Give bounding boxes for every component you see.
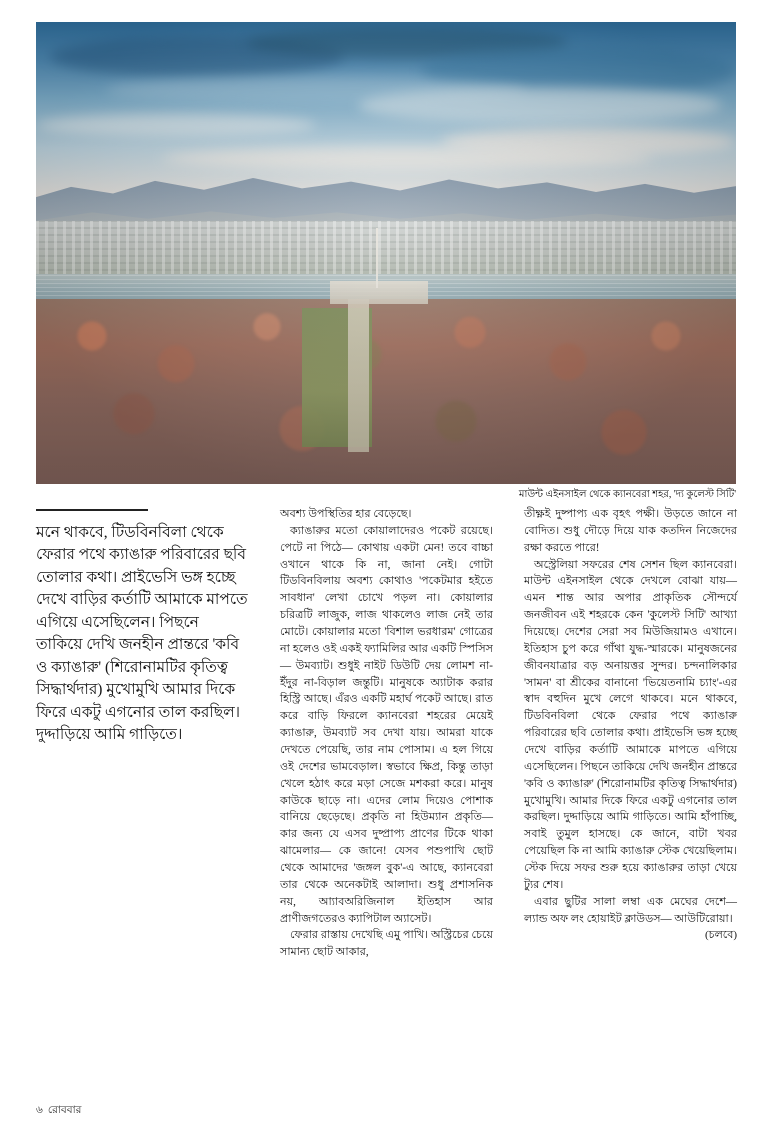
column-two [280,506,493,961]
column-one [36,506,249,747]
continued-label: (চলবে) [704,929,737,942]
paragraph: অবশ্য উপস্থিতির হার বেড়েছে। [280,508,412,520]
paragraph: ফেরার রাস্তায় দেখেছি এমু পাখি। অস্ট্রিচের চেয়ে সামান্য ছোট আকার, [280,929,493,959]
photo-vignette [36,22,736,484]
article-standfirst: মনে থাকবে, টিডবিনবিলা থেকে ফেরার পথে ক্যাঙারু পরিবারের ছবি তোলার কথা। প্রাইভেসি ভঙ্গ হচ্ছে দেখে বাড়ির কর্তাটি আমাকে মাপতে এগিয়ে এসেছিলেন। পিছনে তাকিয়ে দেখি জনহীন প্রান্তরে 'কবি ও ক্যাঙারু' (শিরোনামটির কৃতিত্ব সিদ্ধার্থদার) মুখোমুখি আমার দিকে ফিরে একটু এগনোর তাল করছিল। দুদ্দাড়িয়ে আমি গাড়িতে। [36,524,248,744]
publication-name: রোববার [47,1105,82,1116]
photo-caption: মাউন্ট এইনসাইল থেকে ক্যানবেরা শহর, 'দ্য কুলেস্ট সিটি' [518,489,736,500]
column-three [524,506,737,944]
paragraph: তীক্ষ্ণই দুষ্পাপ্য এক বৃহৎ পক্ষী। উড়তে জানে না বোদিত। শুধু দৌড়ে দিয়ে যাক কতদিন নিজেদের রক্ষা করতে পারে! [524,508,737,554]
intro-rule [36,509,148,511]
page-number: ৬ [36,1105,43,1116]
article-body [36,506,736,1066]
page-footer [36,1103,81,1120]
paragraph: অস্ট্রেলিয়া সফরের শেষ সেশন ছিল ক্যানবেরা। মাউন্ট এইনসাইল থেকে দেখলে বোঝা যায়— এমন শান্ত আর অপার প্রাকৃতিক সৌন্দর্যে জনজীবন এই শহরকে কেন 'কুলেস্ট সিটি' আখ্যা দিয়েছে। দেশের সেরা সব মিউজিয়ামও এখানে। ইতিহাস চুপ করে গাঁথা যুদ্ধ-স্মারকে। মানুষজনের জীবনযাত্রার বড় অনায়ত্তর সুন্দর। চন্দনালিকার 'সামন' বা শ্রীকের বানানো 'ভিয়েতনামি চ্যাং'-এর স্বাদ বহুদিন মুখে লেগে থাকবে। মনে থাকবে, টিডবিনবিলা থেকে ফেরার পথে ক্যাঙারু পরিবারের ছবি তোলার কথা। প্রাইভেসি ভঙ্গ হচ্ছে দেখে বাড়ির কর্তাটি আমাকে মাপতে এগিয়ে এসেছিলেন। পিছনে তাকিয়ে দেখি জনহীন প্রান্তরে 'কবি ও ক্যাঙারু' (শিরোনামটির কৃতিত্ব সিদ্ধার্থদার) মুখোমুখি। আমার দিকে ফিরে একটু এগনোর তাল করছিল। দুদ্দাড়িয়ে আমি গাড়িতে। আমি হাঁপাচ্ছি, সবাই তুমুল হাসছে। কে জানে, বাটা খবর পেয়েছিল কি না আমি ক্যাঙারু স্টেক খেয়েছিলাম। স্টেক দিয়ে সফর শুরু হয়ে ক্যাঙারুর তাড়া খেয়ে ট্যুর শেষ। [524,558,737,891]
hero-photo-canberra [36,22,736,484]
paragraph: ক্যাঙারুর মতো কোয়ালাদেরও পকেট রয়েছে। পেটে না পিঠে— কোথায় একটা মেন! তবে বাচ্চা ওখানে থাকে কি না, জানা নেই। গোটা টিডবিনবিলায় অবশ্য কোথাও 'পকেটমার হইতে সাবধান' লেখা চোখে পড়ল না। কোয়ালার চরিত্রটি লাজুক, লাজ থাকলেও লাজ নেই তার মোটে। কোয়ালার মতো 'বিশাল ভরধারম' গোত্রের না হলেও ওই একই ফ্যামিলির আর একটি স্পিসিস— উমব্যাট। শুধুই নাইট ডিউটি দেয় লোমশ না-ইঁদুর না-বিড়াল জন্তুটি। মানুষকে অ্যাটাক করার হিস্ট্রি আছে। এঁরও একটি মহার্ঘ পকেট আছে। রাত করে বাড়ি ফিরলে ক্যানবেরা শহরের মেয়েই ক্যাঙারু, উমব্যাট সব দেখা যায়। আমরা যাকে দেখতে পেয়েছি, তার নাম পোসাম। এ হল গিয়ে ওই দেশের ভামবেড়াল। স্বভাবে ক্ষিপ্র, কিন্তু তাড়া খেলে হঠাৎ করে মড়া সেজে মশকরা করে। মানুষ কাউকে ছাড়ে না। এদের লোম দিয়েও পোশাক বানিয়ে ছেড়েছে। প্রকৃতি না হিউম্যান প্রকৃতি— কার জন্য যে এসব দুষ্প্রাপ্য প্রাণের টিকে থাকা ঝামেলার— কে জানে! যেসব পশুপাখি ছোট থেকে আমাদের 'জঙ্গল বুক'-এ আছে, ক্যানবেরা তার থেকে অনেকটাই আলাদা। শুধু প্রশাসনিক নয়, আ্যাবঅরিজিনাল ইতিহাস আর প্রাণীজগতেরও ক্যাপিটাল অ্যাসেট। [280,524,493,925]
paragraph: এবার ছুটির সালা লম্বা এক মেঘের দেশে— ল্যান্ড অফ লং হোয়াইট ক্লাউডস— আউটিরোয়া। [524,895,737,925]
